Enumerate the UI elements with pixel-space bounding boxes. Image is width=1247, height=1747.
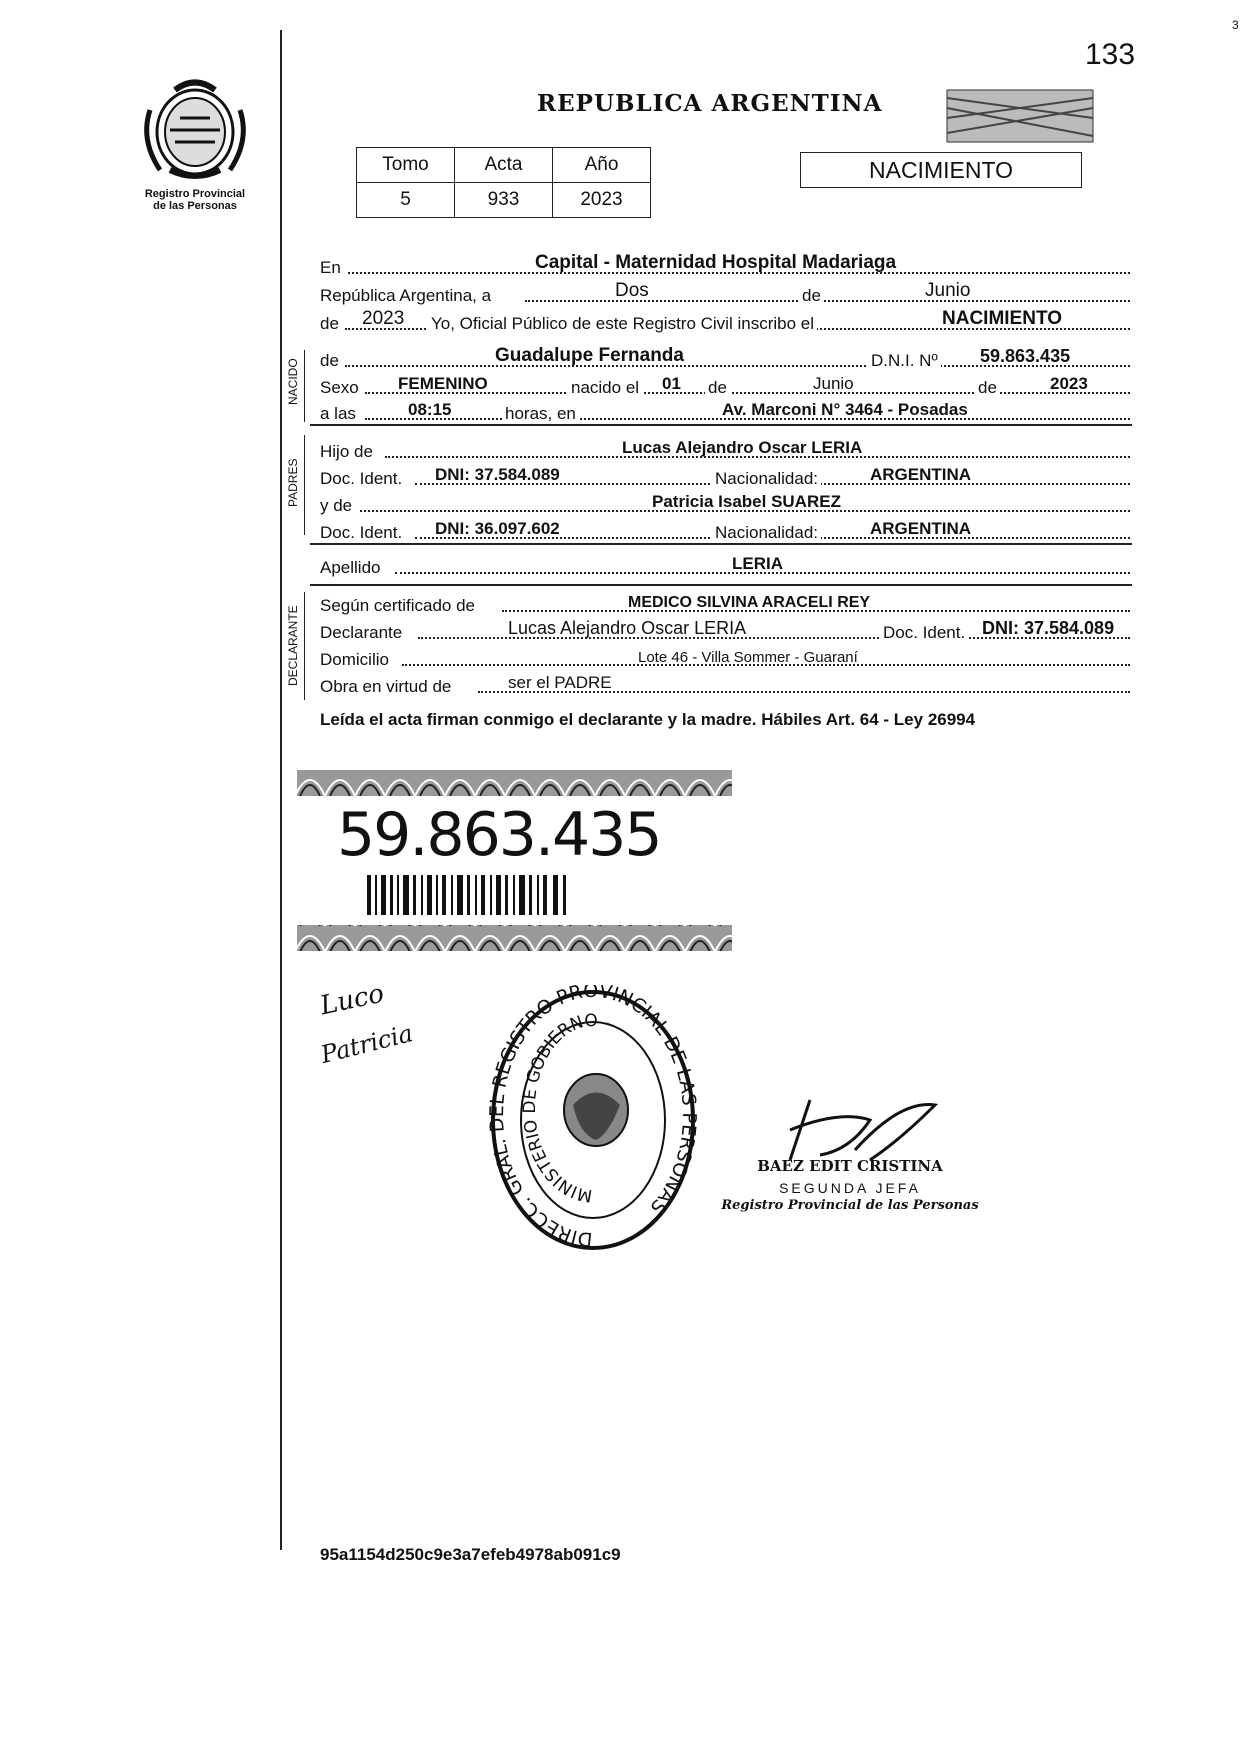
signer-org: Registro Provincial de las Personas [721, 1198, 979, 1213]
line-father-doc [320, 463, 1130, 491]
line-father [320, 436, 1130, 464]
separator [310, 543, 1132, 545]
tomo-header: Tomo [357, 148, 455, 183]
corner-mark: 3 [1232, 18, 1239, 32]
ano-value: 2023 [553, 183, 651, 218]
dni-security-block [295, 770, 735, 955]
ano-header: Año [553, 148, 651, 183]
seal-inner-text: MINISTERIO DE GOBIERNO [520, 1010, 599, 1206]
label-en: En [320, 258, 341, 277]
value-by-virtue: ser el PADRE [508, 673, 612, 692]
label-obra: Obra en virtud de [320, 677, 452, 696]
handwritten-initial: Luco [317, 978, 387, 1022]
seal-outer-text: DIRECC. GRAL. DEL REGISTRO PROVINCIAL DE LAS PERSONAS [488, 985, 698, 1251]
label-nacionalidad1: Nacionalidad: [712, 469, 821, 489]
value-birth-month: Junio [813, 374, 854, 393]
line-year [320, 308, 1130, 336]
value-birth-time: 08:15 [408, 400, 452, 419]
value-child-dni: 59.863.435 [980, 346, 1071, 366]
line-mother [320, 490, 1130, 518]
line-address [320, 644, 1130, 672]
value-father-name: Lucas Alejandro Oscar LERIA [622, 438, 863, 457]
province-crest-logo [120, 70, 270, 190]
closing-note: Leída el acta firman conmigo el declarante y la madre. Hábiles Art. 64 - Ley 26994 [320, 710, 976, 729]
registry-caption-line: de las Personas [153, 200, 237, 212]
registry-caption [120, 188, 270, 212]
label-nacionalidad2: Nacionalidad: [712, 523, 821, 543]
separator [310, 424, 1132, 426]
value-birth-day: 01 [662, 374, 681, 393]
line-sex [320, 372, 1130, 400]
value-birth-year: 2023 [1050, 374, 1088, 393]
acta-value: 933 [455, 183, 553, 218]
label-apellido: Apellido [320, 558, 381, 577]
value-address: Lote 46 - Villa Sommer - Guaraní [638, 649, 858, 666]
label-de-month: de [802, 286, 821, 305]
value-mother-doc: DNI: 36.097.602 [435, 519, 560, 538]
side-label-nacido: NACIDO [286, 358, 300, 406]
line-place [320, 252, 1130, 280]
tomo-value: 5 [357, 183, 455, 218]
line-declarant [320, 617, 1130, 645]
document-title: REPUBLICA ARGENTINA [537, 90, 883, 117]
value-declarant-doc: DNI: 37.584.089 [982, 618, 1115, 638]
value-act-type: NACIMIENTO [942, 308, 1062, 329]
value-certificate: MEDICO SILVINA ARACELI REY [628, 594, 871, 611]
line-date [320, 280, 1130, 308]
label-de-year: de [320, 314, 339, 333]
value-mother-name: Patricia Isabel SUAREZ [652, 492, 841, 511]
value-sex: FEMENINO [398, 374, 488, 393]
label-sexo: Sexo [320, 378, 359, 397]
record-table [356, 147, 651, 218]
label-declarante: Declarante [320, 623, 403, 642]
label-doc-ident3: Doc. Ident. [880, 623, 968, 643]
document-hash: 95a1154d250c9e3a7efeb4978ab091c9 [320, 1545, 621, 1564]
label-de-name: de [320, 351, 339, 370]
side-bracket [304, 435, 305, 535]
value-father-nat: ARGENTINA [870, 465, 972, 484]
record-type-box: NACIMIENTO [800, 152, 1082, 188]
value-month: Junio [925, 280, 971, 301]
margin-line [280, 30, 282, 1550]
label-domicilio: Domicilio [320, 650, 389, 669]
label-dni: D.N.I. Nº [868, 351, 941, 371]
side-bracket [304, 592, 305, 700]
official-seal [488, 985, 698, 1260]
page-number: 133 [1085, 38, 1136, 71]
handwritten-initial: Patricia [318, 1019, 416, 1069]
line-mother-doc [320, 517, 1130, 545]
label-doc-ident1: Doc. Ident. [320, 469, 403, 488]
security-stamp [945, 88, 1095, 149]
line-child-name [320, 345, 1130, 373]
value-day: Dos [615, 280, 649, 301]
label-segun: Según certificado de [320, 596, 475, 615]
label-de2: de [975, 378, 1000, 398]
side-label-declarante: DECLARANTE [286, 605, 300, 686]
signer-role: SEGUNDA JEFA [779, 1180, 921, 1196]
label-nacido-el: nacido el [568, 378, 642, 398]
value-declarant: Lucas Alejandro Oscar LERIA [508, 618, 747, 638]
label-republica: República Argentina, a [320, 286, 492, 305]
line-surname [320, 552, 1130, 580]
value-year: 2023 [362, 308, 405, 329]
line-certificate [320, 590, 1130, 618]
label-a-las: a las [320, 404, 356, 423]
label-y-de: y de [320, 496, 353, 515]
value-mother-nat: ARGENTINA [870, 519, 972, 538]
acta-header: Acta [455, 148, 553, 183]
signer-name: BAEZ EDIT CRISTINA [757, 1157, 943, 1175]
value-surname: LERIA [732, 554, 783, 573]
label-hijo-de: Hijo de [320, 442, 373, 461]
dni-number: 59.863.435 [337, 800, 661, 870]
label-de1: de [705, 378, 730, 398]
separator [310, 584, 1132, 586]
value-place: Capital - Maternidad Hospital Madariaga [535, 252, 897, 273]
line-by-virtue [320, 671, 1130, 699]
value-birth-place: Av. Marconi N° 3464 - Posadas [722, 400, 968, 419]
label-doc-ident2: Doc. Ident. [320, 523, 403, 542]
line-time [320, 398, 1130, 426]
value-father-doc: DNI: 37.584.089 [435, 465, 560, 484]
label-yo-oficial: Yo, Oficial Público de este Registro Civil inscribo el [428, 314, 817, 334]
value-child-name: Guadalupe Fernanda [495, 345, 684, 366]
registry-caption-line: Registro Provincial [144, 188, 246, 200]
label-horas-en: horas, en [502, 404, 579, 424]
side-bracket [304, 350, 305, 422]
side-label-padres: PADRES [286, 458, 300, 508]
